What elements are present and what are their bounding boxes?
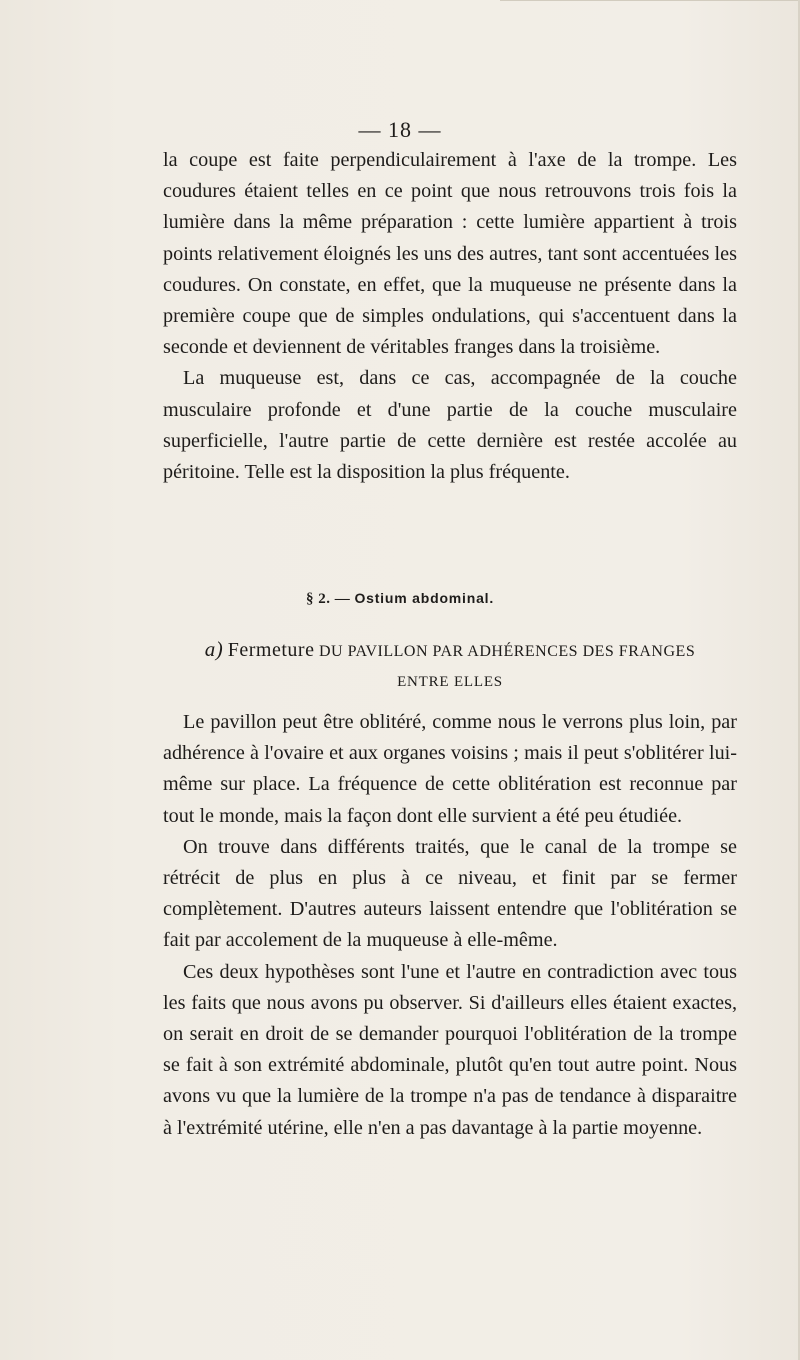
subsection-letter: a): [204, 637, 224, 661]
paragraph-traites: On trouve dans différents traités, que le canal de la trompe se rétrécit de plus en plus à ce niveau, et finit par se fermer complètement. D'autres auteurs laissent entendre que l'oblitération se fait par accolement de la muqueuse à elle-même.: [163, 835, 737, 952]
paragraph-pavillon: Le pavillon peut être oblitéré, comme nous le verrons plus loin, par adhérence à l'ovaire et aux organes voisins ; mais il peut s'oblitérer lui-même sur place. La fréquence de cette oblitération est reconnue par tout le monde, mais la façon dont elle survient a été peu étudiée.: [163, 711, 737, 827]
subsection-title-line2: ENTRE ELLES: [397, 674, 503, 690]
subsection-first-word: Fermeture: [227, 639, 315, 661]
subsection-title-line1: DU PAVILLON PAR ADHÉRENCES DES FRANGES: [318, 643, 696, 660]
paragraph-hypotheses: Ces deux hypothèses sont l'une et l'autre en contradiction avec tous les faits que nous avons pu observer. Si d'ailleurs elles étaient exactes, on serait en droit de se demander pourquoi l'oblitération de la trompe se fait à son extrémité abdominale, plutôt qu'en tout autre point. Nous avons vu que la lumière de la trompe n'a pas de tendance à disparaitre à l'extrémité utérine, elle n'en a pas davantage à la partie moyenne.: [163, 960, 737, 1139]
section-heading: [0, 590, 800, 608]
top-edge-line: [500, 0, 800, 1]
text-block-bottom: [163, 707, 737, 1144]
text-block-top: [163, 145, 737, 488]
paragraph-continued: la coupe est faite perpendiculairement à l'axe de la trompe. Les coudures étaient telles en ce point que nous retrouvons trois fois la lumière dans la même préparation : cette lumière appartient à trois points relativement éloignés les uns des autres, tant sont accentuées les coudures. On constate, en effet, que la muqueuse ne présente dans la première coupe que de simples ondulations, qui s'accentuent dans la seconde et deviennent de véritables franges dans la troisième.: [163, 149, 737, 359]
section-number: § 2. —: [305, 591, 351, 607]
paragraph-muqueuse: La muqueuse est, dans ce cas, accompagnée de la couche musculaire profonde et d'une partie de la couche musculaire superficielle, l'autre partie de cette dernière est restée accolée au péritoine. Telle est la disposition la plus fréquente.: [163, 367, 737, 484]
page-number: — 18 —: [358, 117, 442, 142]
section-name: Ostium abdominal.: [354, 590, 495, 606]
subsection-heading: [163, 634, 737, 697]
